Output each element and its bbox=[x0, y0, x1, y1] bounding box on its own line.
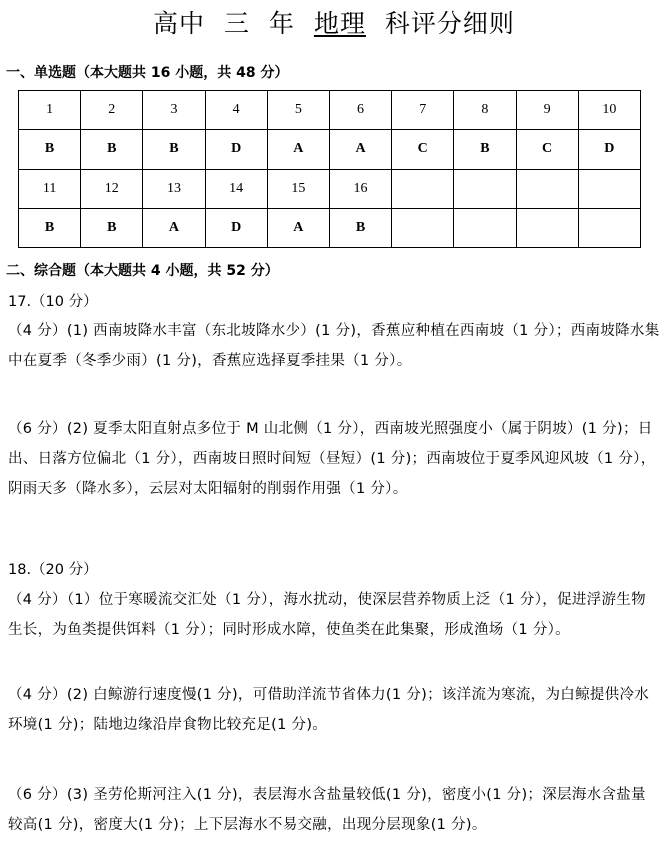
q17-part2: （6 分）(2) 夏季太阳直射点多位于 M 山北侧（1 分），西南坡光照强度小（属于阴坡）(1 分)；日出、日落方位偏北（1 分），西南坡日照时间短（昼短）(1 分)；西南坡位于夏季风迎风坡（1 分），阴雨天多（降水多），云层对太阳辐射的削弱作用强（1 分）。 bbox=[8, 421, 656, 497]
answer-cell bbox=[578, 208, 640, 247]
question-number-cell: 1 bbox=[19, 91, 81, 130]
question-number-cell: 6 bbox=[329, 91, 391, 130]
question-number-cell bbox=[454, 169, 516, 208]
question-number-cell bbox=[516, 169, 578, 208]
answer-cell: A bbox=[143, 208, 205, 247]
q18-label: 18.（20 分） bbox=[8, 562, 98, 578]
answer-cell: A bbox=[267, 130, 329, 169]
question-number-cell: 9 bbox=[516, 91, 578, 130]
question-number-cell bbox=[578, 169, 640, 208]
answer-cell: B bbox=[19, 208, 81, 247]
answer-cell: B bbox=[19, 130, 81, 169]
title-grade: 高中 bbox=[153, 9, 206, 38]
question-number-cell: 16 bbox=[329, 169, 391, 208]
q18-part3: （6 分）(3) 圣劳伦斯河注入(1 分)，表层海水含盐量较低(1 分)，密度小(1 分)；深层海水含盐量较高(1 分)，密度大(1 分)；上下层海水不易交融，出现分层现象(1 分)。 bbox=[8, 787, 646, 833]
answer-cell: C bbox=[392, 130, 454, 169]
answer-cell bbox=[516, 208, 578, 247]
question-number-cell: 8 bbox=[454, 91, 516, 130]
question-number-cell: 11 bbox=[19, 169, 81, 208]
answer-cell: C bbox=[516, 130, 578, 169]
q17-part1: （4 分）(1) 西南坡降水丰富（东北坡降水少）(1 分)，香蕉应种植在西南坡（1 分）；西南坡降水集中在夏季（冬季少雨）(1 分)，香蕉应选择夏季挂果（1 分）。 bbox=[8, 323, 660, 369]
question-number-row bbox=[19, 91, 641, 130]
title-suffix: 科评分细则 bbox=[384, 9, 515, 38]
answer-key-row bbox=[19, 208, 641, 247]
answer-cell: D bbox=[205, 208, 267, 247]
answer-cell: B bbox=[329, 208, 391, 247]
question-number-cell: 5 bbox=[267, 91, 329, 130]
title-subject: 地理 bbox=[313, 9, 366, 38]
section1-heading: 一、单选题（本大题共 16 小题，共 48 分） bbox=[6, 65, 289, 81]
title-year: 三 bbox=[224, 9, 251, 38]
answer-table bbox=[18, 90, 641, 248]
answer-cell: B bbox=[81, 208, 143, 247]
answer-cell: A bbox=[267, 208, 329, 247]
question-number-cell: 10 bbox=[578, 91, 640, 130]
question-number-cell: 13 bbox=[143, 169, 205, 208]
question-number-cell: 12 bbox=[81, 169, 143, 208]
title-year-unit: 年 bbox=[268, 9, 295, 38]
q18-part1: （4 分）（1）位于寒暖流交汇处（1 分），海水扰动，使深层营养物质上泛（1 分），促进浮游生物生长，为鱼类提供饵料（1 分）；同时形成水障，使鱼类在此集聚，形成渔场（1 分）。 bbox=[8, 592, 646, 638]
question-number-cell: 4 bbox=[205, 91, 267, 130]
question-number-row bbox=[19, 169, 641, 208]
section2-heading: 二、综合题（本大题共 4 小题，共 52 分） bbox=[6, 263, 279, 279]
question-number-cell: 7 bbox=[392, 91, 454, 130]
answer-cell: B bbox=[81, 130, 143, 169]
answer-cell: B bbox=[143, 130, 205, 169]
question-number-cell: 3 bbox=[143, 91, 205, 130]
question-number-cell: 2 bbox=[81, 91, 143, 130]
question-number-cell bbox=[392, 169, 454, 208]
answer-cell bbox=[454, 208, 516, 247]
answer-cell: A bbox=[329, 130, 391, 169]
answer-cell: B bbox=[454, 130, 516, 169]
answer-cell: D bbox=[578, 130, 640, 169]
page-title bbox=[0, 4, 668, 40]
answer-cell bbox=[392, 208, 454, 247]
question-number-cell: 15 bbox=[267, 169, 329, 208]
q17-label: 17.（10 分） bbox=[8, 294, 98, 310]
answer-cell: D bbox=[205, 130, 267, 169]
question-number-cell: 14 bbox=[205, 169, 267, 208]
answer-key-row bbox=[19, 130, 641, 169]
q18-part2: （4 分）(2) 白鲸游行速度慢(1 分)，可借助洋流节省体力(1 分)；该洋流为寒流，为白鲸提供冷水环境(1 分)；陆地边缘沿岸食物比较充足(1 分)。 bbox=[8, 687, 650, 733]
